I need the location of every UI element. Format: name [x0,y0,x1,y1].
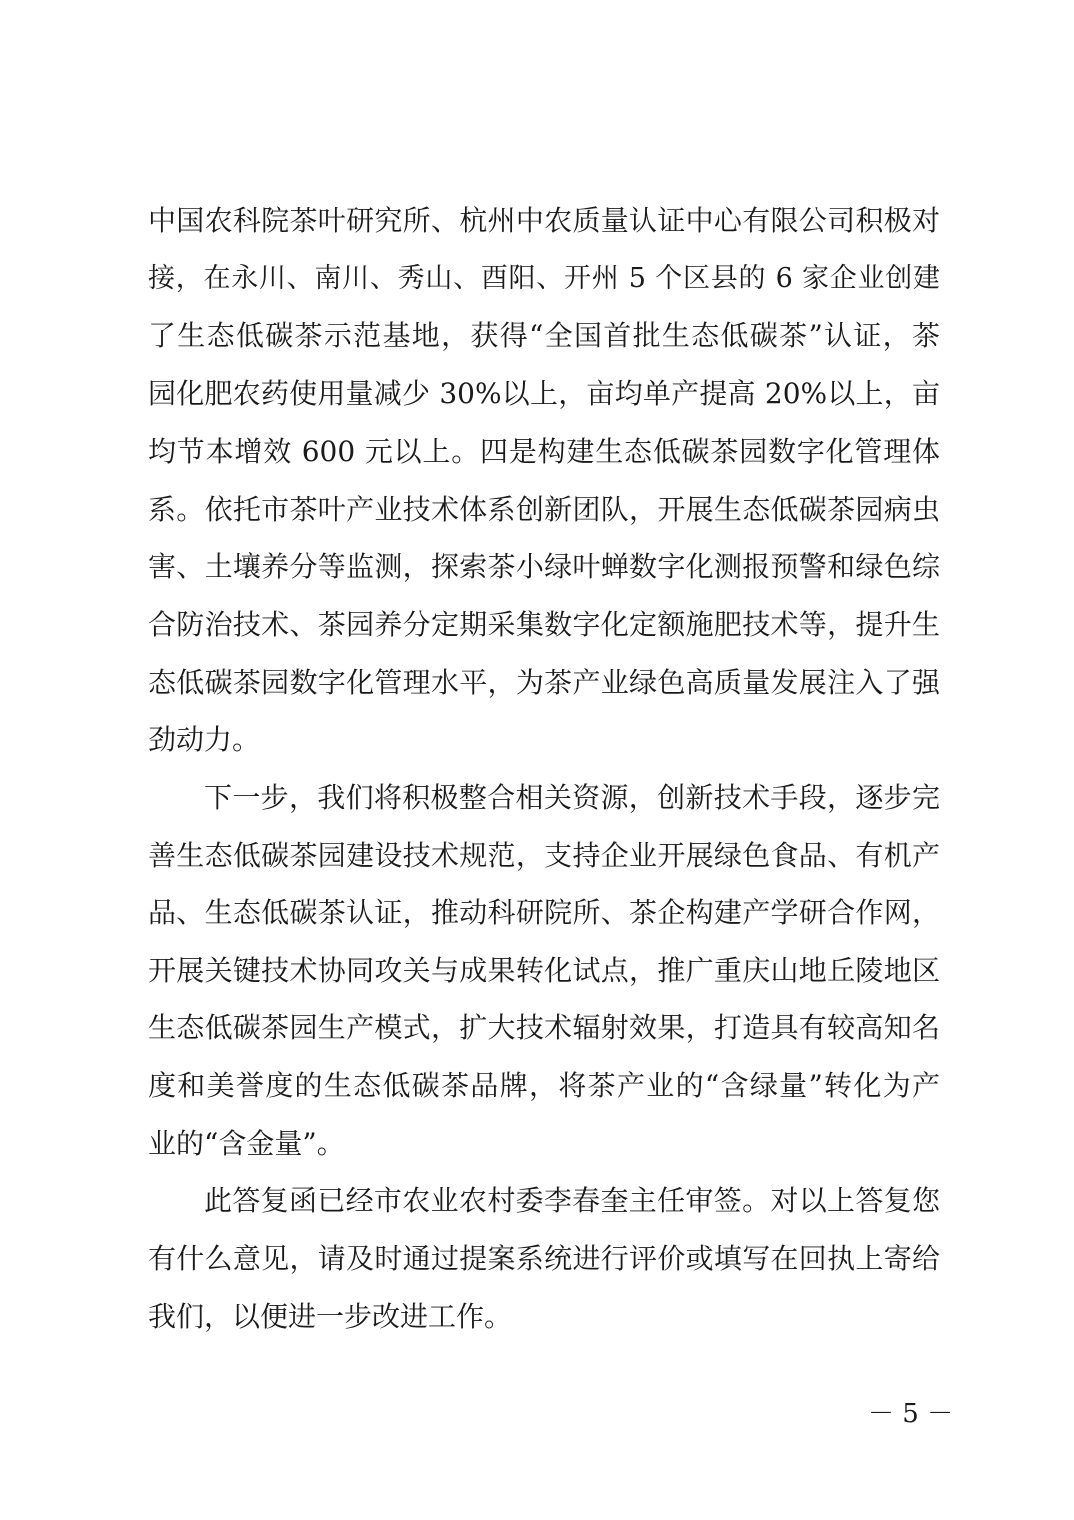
body-line: 业的“含金量”。 [148,1127,345,1160]
body-line: 了生态低碳茶示范基地，获得“全国首批生态低碳茶”认证，茶 [148,319,940,352]
body-line: 生态低碳茶园生产模式，扩大技术辐射效果，打造具有较高知名 [148,1011,940,1044]
paragraph-first-line: 下一步，我们将积极整合相关资源，创新技术手段，逐步完 [204,781,940,814]
page-number: － 5 － [868,1399,954,1429]
body-line: 害、土壤养分等监测，探索茶小绿叶蝉数字化测报预警和绿色综 [148,550,940,583]
body-line: 我们，以便进一步改进工作。 [148,1300,513,1333]
paragraph-first-line: 此答复函已经市农业农村委李春奎主任审签。对以上答复您 [204,1184,940,1217]
body-line: 开展关键技术协同攻关与成果转化试点，推广重庆山地丘陵地区 [148,954,940,987]
body-line: 品、生态低碳茶认证，推动科研院所、茶企构建产学研合作网， [148,896,940,929]
body-line: 劲动力。 [148,723,261,756]
body-line: 接，在永川、南川、秀山、酉阳、开州 5 个区县的 6 家企业创建 [148,263,940,294]
body-line: 系。依托市茶叶产业技术体系创新团队，开展生态低碳茶园病虫 [148,493,940,526]
body-line: 园化肥农药使用量减少 30%以上，亩均单产提高 20%以上，亩 [148,377,940,410]
body-line: 中国农科院茶叶研究所、杭州中农质量认证中心有限公司积极对 [148,204,940,237]
body-line: 均节本增效 600 元以上。四是构建生态低碳茶园数字化管理体 [148,435,940,468]
body-line: 善生态低碳茶园建设技术规范，支持企业开展绿色食品、有机产 [148,839,940,872]
body-line: 有什么意见，请及时通过提案系统进行评价或填写在回执上寄给 [148,1242,940,1275]
body-line: 度和美誉度的生态低碳茶品牌，将茶产业的“含绿量”转化为产 [148,1069,940,1102]
body-line: 合防治技术、茶园养分定期采集数字化定额施肥技术等，提升生 [148,608,940,641]
body-line: 态低碳茶园数字化管理水平，为茶产业绿色高质量发展注入了强 [148,666,940,699]
